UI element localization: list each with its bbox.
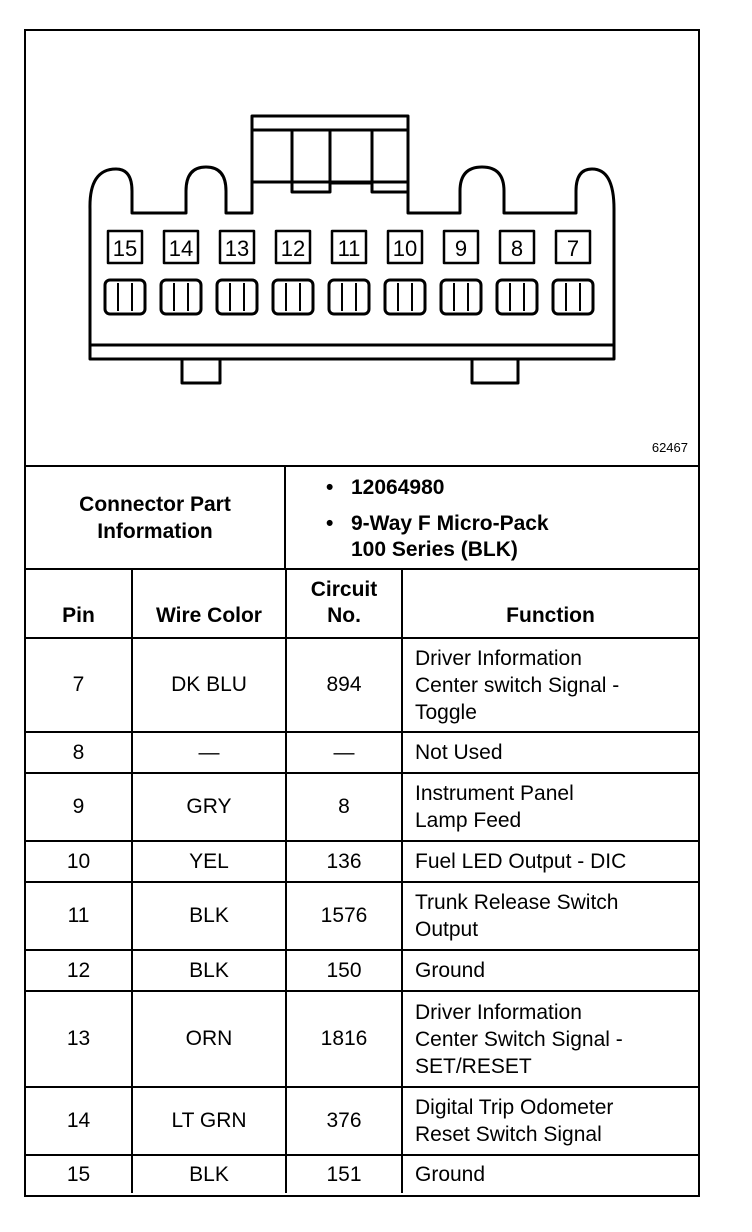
table-row: [26, 1155, 698, 1193]
function-cell: [402, 773, 698, 841]
pin-number-9: 9: [454, 236, 468, 261]
function-line: Reset Switch Signal: [415, 1123, 602, 1146]
function-cell: [402, 950, 698, 991]
circuit-cell: 8: [286, 773, 402, 841]
connector-info-label-line1: Connector Part: [79, 492, 231, 516]
pin-cell: 9: [26, 773, 132, 841]
function-cell: [402, 991, 698, 1087]
function-line: Trunk Release Switch: [415, 891, 619, 914]
pin-number-10: 10: [392, 236, 418, 261]
header-circuit-no: [286, 570, 402, 638]
bottom-tab-right: [472, 359, 518, 383]
connector-description-item: [288, 511, 698, 563]
wire-color-cell: BLK: [132, 950, 286, 991]
connector-diagram: [26, 31, 698, 467]
table-row: [26, 991, 698, 1087]
terminal-slot-12: [273, 280, 313, 314]
function-line: Driver Information: [415, 1000, 582, 1024]
connector-info-details: [288, 467, 698, 568]
function-line: Digital Trip Odometer: [415, 1096, 614, 1119]
wire-color-cell: BLK: [132, 1155, 286, 1193]
function-cell: [402, 882, 698, 950]
function-line: Ground: [415, 1163, 486, 1186]
function-line: Instrument Panel: [415, 782, 574, 805]
pin-cell: 13: [26, 991, 132, 1087]
function-cell: [402, 841, 698, 882]
function-line: Fuel LED Output - DIC: [415, 850, 627, 873]
pin-table: [26, 570, 698, 1193]
connector-description-line2: 100 Series (BLK): [351, 538, 518, 561]
terminal-slot-11: [329, 280, 369, 314]
header-function: Function: [402, 570, 698, 638]
pin-number-12: 12: [280, 236, 306, 261]
circuit-cell: 151: [286, 1155, 402, 1193]
wire-color-cell: GRY: [132, 773, 286, 841]
terminal-slot-15: [105, 280, 145, 314]
pin-cell: 10: [26, 841, 132, 882]
pin-cell: 14: [26, 1087, 132, 1155]
wire-color-cell: DK BLU: [132, 638, 286, 732]
wire-color-cell: ORN: [132, 991, 286, 1087]
circuit-cell: 376: [286, 1087, 402, 1155]
circuit-cell: 150: [286, 950, 402, 991]
wire-color-cell: LT GRN: [132, 1087, 286, 1155]
pin-number-14: 14: [168, 236, 194, 261]
connector-part-info: [26, 467, 698, 570]
pin-cell: 15: [26, 1155, 132, 1193]
function-cell: [402, 1087, 698, 1155]
circuit-cell: 1816: [286, 991, 402, 1087]
circuit-cell: —: [286, 732, 402, 773]
connector-face-drawing: [26, 31, 698, 465]
circuit-cell: 136: [286, 841, 402, 882]
terminal-slot-9: [441, 280, 481, 314]
function-line: Lamp Feed: [415, 809, 522, 832]
table-row: [26, 882, 698, 950]
function-line: Driver Information: [415, 646, 582, 670]
wire-color-cell: BLK: [132, 882, 286, 950]
pin-cell: 7: [26, 638, 132, 732]
table-header-row: [26, 570, 698, 638]
terminal-slot-14: [161, 280, 201, 314]
function-line: SET/RESET: [415, 1054, 532, 1078]
connector-info-label-line2: Information: [97, 519, 213, 543]
header-circuit-line2: No.: [327, 604, 361, 627]
header-pin: Pin: [26, 570, 132, 638]
pin-cell: 8: [26, 732, 132, 773]
function-line: Center switch Signal -: [415, 673, 620, 697]
function-line: Ground: [415, 959, 486, 982]
table-row: [26, 773, 698, 841]
function-cell: [402, 732, 698, 773]
table-row: [26, 841, 698, 882]
connector-info-label: [26, 467, 286, 568]
table-row: [26, 638, 698, 732]
bullet-icon: •: [326, 512, 334, 535]
header-circuit-line1: Circuit: [310, 578, 378, 601]
function-line: Center Switch Signal -: [415, 1027, 623, 1051]
pin-cell: 12: [26, 950, 132, 991]
bullet-icon: •: [326, 476, 334, 499]
function-cell: [402, 1155, 698, 1193]
pin-number-8: 8: [510, 236, 524, 261]
terminal-slot-10: [385, 280, 425, 314]
header-wire-color: Wire Color: [132, 570, 286, 638]
part-number-item: [288, 475, 698, 501]
terminal-slot-7: [553, 280, 593, 314]
pin-cell: 11: [26, 882, 132, 950]
terminal-slot-13: [217, 280, 257, 314]
function-cell: [402, 638, 698, 732]
pin-number-13: 13: [224, 236, 250, 261]
table-row: [26, 950, 698, 991]
circuit-cell: 894: [286, 638, 402, 732]
wire-color-cell: YEL: [132, 841, 286, 882]
pin-number-15: 15: [112, 236, 138, 261]
terminal-slot-8: [497, 280, 537, 314]
circuit-cell: 1576: [286, 882, 402, 950]
pin-number-11: 11: [337, 236, 361, 261]
function-line: Output: [415, 918, 479, 941]
table-row: [26, 1087, 698, 1155]
connector-sheet: [24, 29, 700, 1197]
function-line: Toggle: [415, 700, 477, 724]
connector-description-line1: 9-Way F Micro-Pack: [351, 512, 549, 535]
function-line: Not Used: [415, 741, 503, 764]
wire-color-cell: —: [132, 732, 286, 773]
part-number: 12064980: [351, 476, 445, 499]
figure-id: 62467: [651, 440, 688, 455]
table-row: [26, 732, 698, 773]
bottom-tab-left: [182, 359, 220, 383]
pin-number-7: 7: [566, 236, 580, 261]
